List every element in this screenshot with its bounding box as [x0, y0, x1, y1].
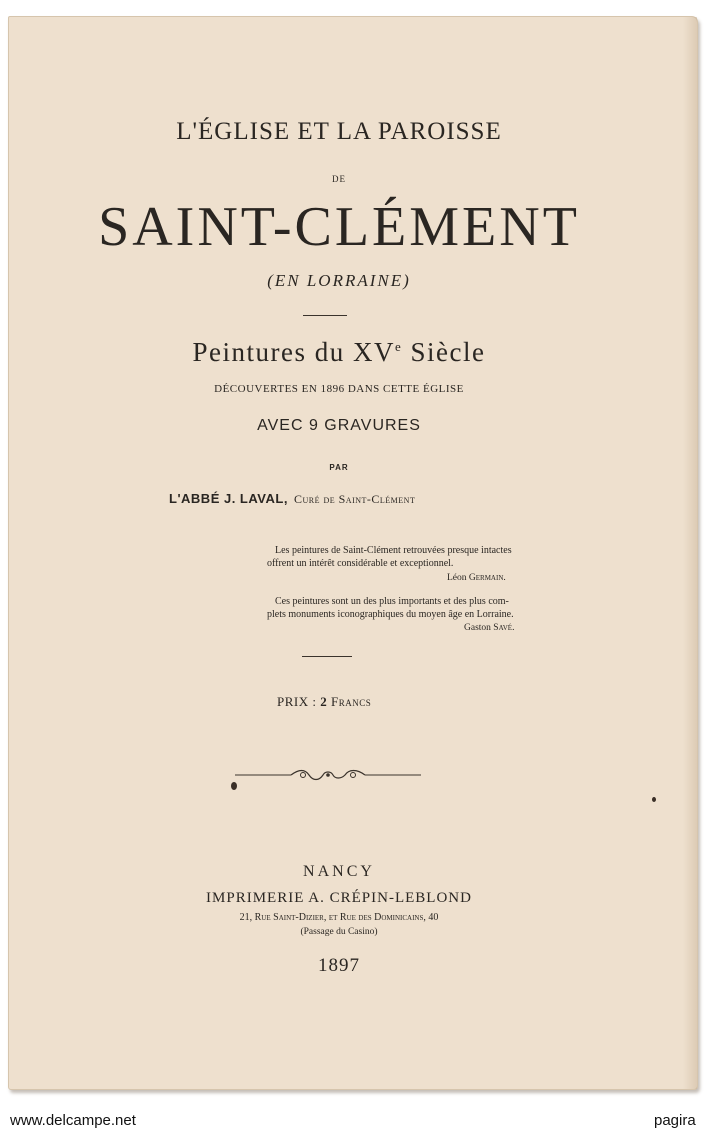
divider-rule: [303, 315, 347, 316]
publisher-city: NANCY: [303, 863, 375, 880]
price-line: [277, 694, 371, 710]
region-subtitle: (EN LORRAINE): [267, 271, 411, 290]
century-superscript: e: [394, 339, 403, 354]
printer-address: 21, Rue Saint-Dizier, et Rue des Dominicains, 40: [239, 912, 439, 923]
ink-spot: [231, 782, 237, 790]
quote1-line2: offrent un intérêt considérable et exceptionnel.: [267, 558, 454, 569]
quote1-sig-first: Léon: [447, 573, 467, 583]
watermark-left: www.delcampe.net: [10, 1112, 136, 1129]
quote1-signature: [447, 573, 506, 583]
quote1-line1: Les peintures de Saint-Clément retrouvées presque intactes: [275, 545, 512, 556]
by-label: PAR: [329, 463, 349, 472]
paintings-subtitle: [9, 337, 669, 368]
ink-spot-2: [652, 797, 656, 802]
paintings-subtitle-text: Peintures du XV: [192, 337, 395, 367]
main-title: SAINT-CLÉMENT: [98, 196, 580, 258]
author-line: [169, 491, 415, 508]
printer-passage: (Passage du Casino): [300, 927, 378, 937]
printer-name: IMPRIMERIE A. CRÉPIN-LEBLOND: [206, 890, 472, 906]
discovery-note: DÉCOUVERTES EN 1896 DANS CETTE ÉGLISE: [214, 383, 464, 395]
price-label: PRIX :: [277, 694, 321, 709]
author-name: L'ABBÉ J. LAVAL,: [169, 491, 288, 506]
quote2-sig-first: Gaston: [464, 623, 491, 633]
author-role: Curé de Saint-Clément: [293, 492, 416, 506]
watermark-right: pagira: [654, 1112, 696, 1129]
paintings-subtitle-end: Siècle: [402, 337, 486, 367]
engravings-note: AVEC 9 GRAVURES: [257, 417, 421, 434]
divider-rule-2: [302, 656, 352, 657]
title-line-de: DE: [332, 174, 346, 184]
document-page: [8, 16, 698, 1090]
ornament-flourish: [233, 765, 423, 785]
price-value: 2: [320, 694, 328, 709]
quote2-line1: Ces peintures sont un des plus importants et des plus com-: [275, 596, 509, 607]
quote2-line2: plets monuments iconographiques du moyen âge en Lorraine.: [267, 609, 514, 620]
quote2-sig-last: Savé.: [493, 623, 515, 633]
quote2-signature: [464, 623, 514, 633]
publication-year: 1897: [318, 955, 360, 976]
price-unit: Francs: [327, 694, 372, 709]
quote1-sig-last: Germain.: [468, 573, 506, 583]
title-line-eglise: L'ÉGLISE ET LA PAROISSE: [176, 118, 502, 145]
